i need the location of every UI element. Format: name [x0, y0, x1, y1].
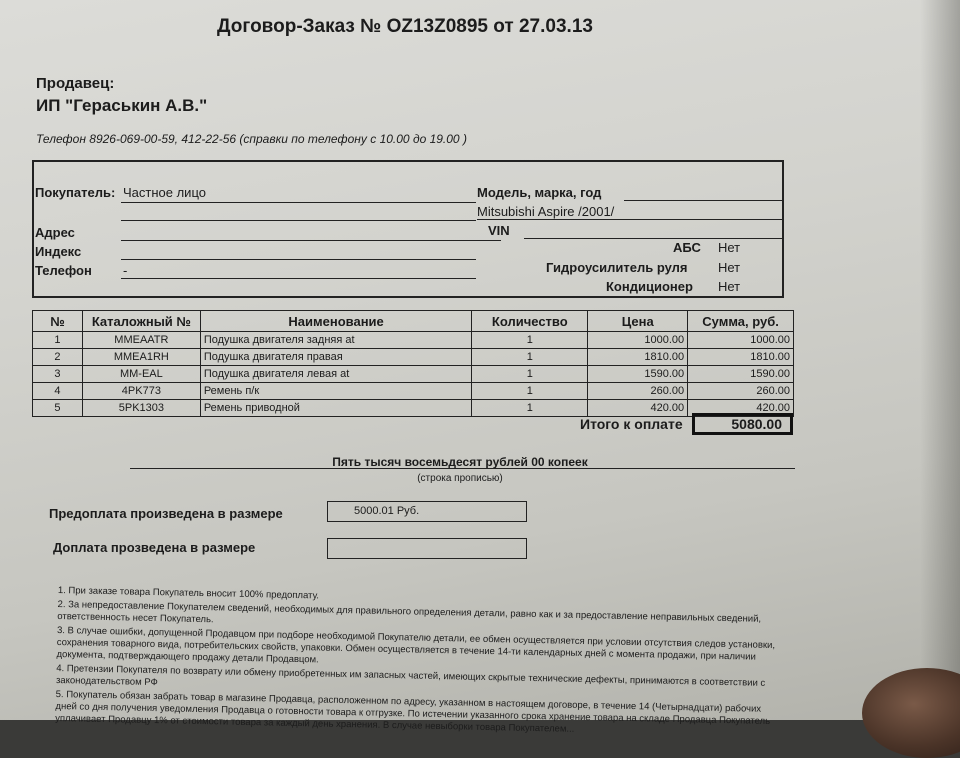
total-label: Итого к оплате	[580, 416, 683, 432]
buyer-value: Частное лицо	[123, 185, 206, 200]
table-row	[33, 383, 794, 400]
table-row	[33, 366, 794, 383]
table-row	[33, 332, 794, 349]
surcharge-value	[327, 538, 527, 559]
row-catalog: MMEA1RH	[82, 349, 200, 366]
row-price: 260.00	[588, 383, 688, 400]
term-1: 1. При заказе товара Покупатель вносит 100% предоплату.	[57, 585, 320, 602]
terms-section	[55, 585, 778, 742]
index-label: Индекс	[35, 244, 82, 259]
row-sum: 420.00	[688, 400, 794, 417]
prepayment-value: 5000.01 Руб.	[327, 501, 527, 522]
term-3: 3. В случае ошибки, допущенной Продавцом при подборе необходимой Покупателю детали, ее обмен осуществляется при условии отсутствия следов установки, сохранения товарного вида, потребительских свойств, упаковки. Обмен осуществляется в течение 14-ти календарных дней с момента продажи, при наличии документа, подтверждающего продажу детали Продавцом.	[56, 624, 776, 666]
model-value-line	[477, 219, 784, 220]
row-price: 1000.00	[588, 332, 688, 349]
row-number: 1	[33, 332, 83, 349]
table-row	[33, 400, 794, 417]
row-name: Подушка двигателя задняя at	[200, 332, 472, 349]
power-steering-value: Нет	[718, 260, 741, 275]
items-table	[32, 310, 794, 417]
row-catalog: MMEAATR	[82, 332, 200, 349]
row-number: 5	[33, 400, 83, 417]
model-label: Модель, марка, год	[477, 185, 602, 200]
row-quantity: 1	[472, 349, 588, 366]
abs-value: Нет	[718, 240, 741, 255]
total-value: 5080.00	[692, 413, 793, 435]
ac-label: Кондиционер	[606, 279, 693, 294]
power-steering-label: Гидроусилитель руля	[546, 260, 688, 275]
row-number: 4	[33, 383, 83, 400]
row-name: Ремень приводной	[200, 400, 472, 417]
model-value: Mitsubishi Aspire /2001/	[477, 204, 615, 219]
model-line	[624, 200, 784, 201]
term-2: 2. За непредоставление Покупателем сведений, необходимых для правильного определения детали, равно как и за предоставление неправильных сведений, ответственность несет Покупатель.	[57, 598, 762, 626]
paper-shadow	[920, 0, 960, 720]
row-number: 3	[33, 366, 83, 383]
vin-line	[524, 238, 784, 239]
row-name: Подушка двигателя левая at	[200, 366, 472, 383]
col-header-catalog: Каталожный №	[82, 311, 200, 332]
row-sum: 1810.00	[688, 349, 794, 366]
row-sum: 1590.00	[688, 366, 794, 383]
phone-line	[121, 278, 476, 279]
col-header-price: Цена	[588, 311, 688, 332]
phone-label: Телефон	[35, 263, 92, 278]
table-row	[33, 349, 794, 366]
row-quantity: 1	[472, 400, 588, 417]
address-label: Адрес	[35, 225, 75, 240]
row-sum: 260.00	[688, 383, 794, 400]
ac-value: Нет	[718, 279, 741, 294]
abs-label: АБС	[673, 240, 701, 255]
vin-label: VIN	[488, 223, 510, 238]
document-title: Договор-Заказ № OZ13Z0895 от 27.03.13	[217, 16, 593, 37]
col-header-name: Наименование	[200, 311, 472, 332]
row-name: Ремень п/к	[200, 383, 472, 400]
index-line	[121, 259, 476, 260]
row-price: 1590.00	[588, 366, 688, 383]
row-quantity: 1	[472, 332, 588, 349]
row-name: Подушка двигателя правая	[200, 349, 472, 366]
seller-name: ИП "Гераськин А.В."	[36, 96, 208, 115]
row-catalog: 4PK773	[82, 383, 200, 400]
seller-phone: Телефон 8926-069-00-59, 412-22-56 (справки по телефону с 10.00 до 19.00 )	[36, 132, 467, 146]
row-number: 2	[33, 349, 83, 366]
row-price: 1810.00	[588, 349, 688, 366]
buyer-line	[121, 202, 476, 203]
buyer-label: Покупатель:	[35, 185, 116, 200]
col-header-sum: Сумма, руб.	[688, 311, 794, 332]
col-header-number: №	[33, 311, 83, 332]
col-header-quantity: Количество	[472, 311, 588, 332]
row-quantity: 1	[472, 383, 588, 400]
amount-in-words-line	[130, 468, 795, 469]
amount-in-words-caption: (строка прописью)	[417, 473, 503, 484]
row-quantity: 1	[472, 366, 588, 383]
buyer-line-2	[121, 220, 476, 221]
amount-in-words: Пять тысяч восемьдесят рублей 00 копеек	[332, 455, 588, 469]
prepayment-label: Предоплата произведена в размере	[49, 506, 283, 521]
phone-value: -	[123, 263, 128, 278]
buyer-info-box	[32, 160, 784, 298]
address-line	[121, 240, 501, 241]
surcharge-label: Доплата прозведена в размере	[53, 540, 256, 555]
term-4: 4. Претензии Покупателя по возврату или обмену приобретенных им запасных частей, имеющих скрытые технические дефекты, принимаются в соответствии с законодательством РФ	[55, 662, 766, 689]
row-catalog: MM-EAL	[82, 366, 200, 383]
term-5: 5. Покупатель обязан забрать товар в магазине Продавца, расположенном по адресу, указанном в настоящем договоре, в течение 14 (Четырнадцати) рабочих дней со дня получения уведомления Продавца о готовности товара к отгрузке. По истечении указанного срока хранение товара на складе Продавца Покупатель уплачивает Продавцу 1% от стоимости товара за каждый день хранения. В случае невыборки товара Покупателем...	[55, 688, 771, 735]
row-catalog: 5PK1303	[82, 400, 200, 417]
table-header-row	[33, 311, 794, 332]
row-price: 420.00	[588, 400, 688, 417]
row-sum: 1000.00	[688, 332, 794, 349]
seller-label: Продавец:	[36, 75, 115, 92]
